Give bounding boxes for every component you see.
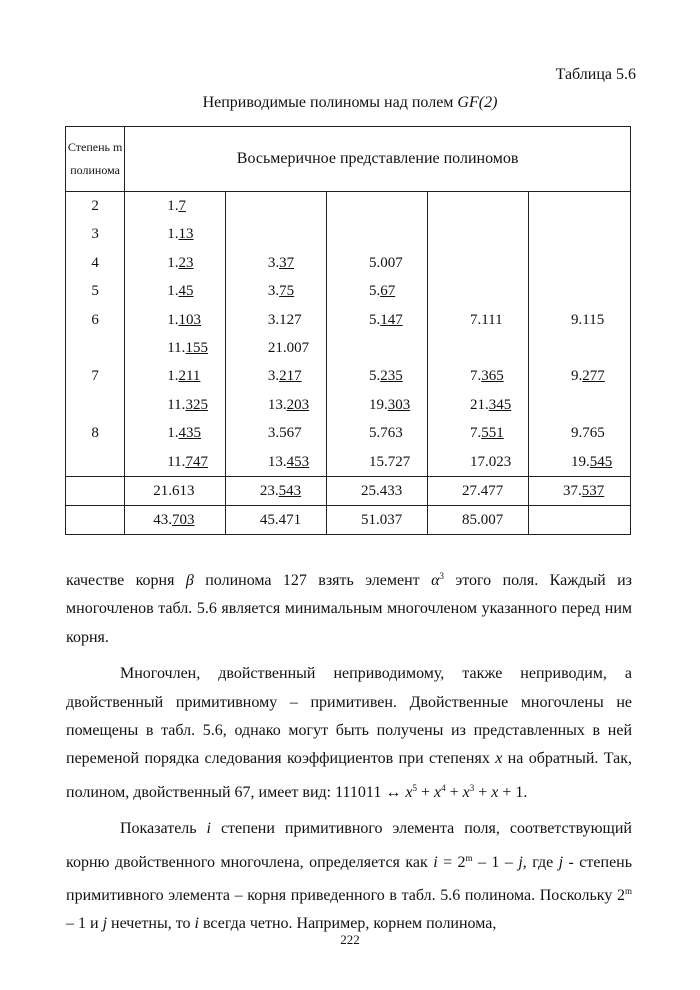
degree-cell: 2 (91, 198, 99, 214)
paragraph-text: 3 (469, 782, 475, 793)
paragraph (66, 660, 632, 807)
degree-cell: 3 (91, 226, 99, 243)
paragraph-text: m (624, 886, 632, 897)
paragraph-text: x (495, 750, 503, 768)
octal-value: 103 (178, 311, 201, 328)
octal-value: 1. (167, 254, 179, 271)
paragraph-text: + (445, 783, 463, 801)
octal-cell (470, 362, 528, 390)
table-body (66, 192, 631, 477)
paragraph-text: качестве корня (66, 572, 186, 589)
octal-cell (268, 192, 326, 220)
degree-cell: 6 (91, 311, 99, 328)
octal-value: 13 (178, 226, 194, 243)
octal-cell (326, 476, 427, 505)
paragraph-text: = 2 (437, 853, 466, 871)
octal-value: 365 (481, 368, 504, 385)
octal-cell (125, 505, 226, 534)
octal-value: 3. (267, 283, 280, 300)
octal-value: 5. (368, 311, 381, 328)
paragraph-text: всегда четно. Например, корнем полинома, (198, 915, 497, 933)
octal-value: 453 (286, 453, 310, 470)
paragraph-text: полинома 127 взять элемент (193, 572, 432, 589)
table-title (0, 94, 700, 112)
octal-column (326, 192, 427, 477)
octal-cell (268, 334, 326, 362)
octal-value: 203 (286, 396, 310, 413)
paragraph-text: - степень примитивного элемента – корня приведенного в табл. 5.6 полинома. Поскольку 2 (66, 853, 633, 905)
octal-column (529, 192, 631, 477)
octal-value: 67 (380, 283, 396, 300)
octal-cell (167, 192, 225, 220)
octal-value: 27.477 (461, 482, 504, 499)
octal-value: 45 (178, 283, 194, 300)
octal-value: 7. (469, 425, 482, 442)
paragraph-text: j (518, 853, 523, 871)
octal-value: 155 (185, 339, 208, 356)
degree-cell (66, 334, 124, 362)
octal-value: 45.471 (259, 511, 302, 528)
table-title-math: GF(2) (457, 94, 498, 111)
octal-value: 5.763 (368, 425, 403, 442)
paragraph-text: 4 (441, 782, 446, 793)
octal-value: 3. (267, 254, 280, 271)
paragraph-text: Показатель (120, 820, 207, 838)
table-row (66, 476, 631, 505)
octal-cell (470, 419, 528, 447)
body-text (66, 562, 632, 939)
octal-cell (369, 362, 427, 390)
octal-cell (571, 306, 630, 334)
octal-cell (571, 362, 630, 390)
octal-value: 37 (279, 254, 295, 271)
octal-cell (470, 306, 528, 334)
octal-value: 17.023 (469, 453, 512, 470)
octal-cell (369, 334, 427, 362)
octal-cell (571, 249, 630, 277)
octal-value: 37. (563, 482, 582, 499)
paragraph-text: – 1 и (66, 915, 103, 933)
octal-cell (571, 220, 630, 248)
octal-value: 11. (167, 339, 186, 356)
octal-cell (268, 391, 326, 419)
degree-column (66, 192, 125, 477)
paragraph-text: j (558, 853, 564, 871)
octal-cell (268, 448, 326, 476)
octal-value: 23 (178, 254, 194, 271)
octal-cell (427, 505, 528, 534)
octal-value: 51.037 (360, 511, 403, 528)
octal-cell (268, 220, 326, 248)
octal-value: 1. (167, 226, 179, 243)
octal-value: 3.567 (267, 425, 302, 442)
paragraph-text: + 1. (498, 783, 528, 801)
paragraph-text: 3 (439, 571, 444, 581)
octal-cell (369, 192, 427, 220)
octal-value: 25.433 (360, 482, 403, 499)
paragraph-text: Многочлен, двойственный неприводимому, также неприводим, а двойственный примитивному – примитивен. Двойственные многочлены не помещены в табл. 5.6, однако могут быть получены из представленных в ней переменой порядка следования коэффициентов при степенях (66, 665, 632, 768)
octal-value: 21. (469, 396, 489, 413)
octal-value: 435 (178, 425, 201, 442)
paragraph-text: m (465, 852, 473, 863)
octal-value: 9.115 (571, 311, 605, 328)
octal-cell (268, 277, 326, 305)
octal-cell (470, 277, 528, 305)
paragraph (66, 815, 632, 939)
octal-value: 7 (178, 198, 186, 214)
paragraph-text: на обратный. Так, полином, двойственный 67, имеет вид: 111011 ↔ (66, 750, 633, 801)
octal-cell (529, 505, 631, 534)
octal-value: 1. (167, 198, 179, 214)
octal-cell (167, 448, 225, 476)
degree-cell: 7 (91, 368, 99, 385)
degree-cell: 4 (91, 254, 99, 271)
paragraph-text: j (102, 915, 108, 933)
paragraph-text: α (431, 572, 440, 589)
octal-value: 551 (481, 425, 504, 442)
header-degree (66, 127, 125, 192)
octal-value: 543 (278, 482, 302, 499)
octal-cell (470, 391, 528, 419)
octal-value: 217 (279, 368, 302, 385)
octal-value: 1. (167, 283, 179, 300)
degree-cell: 8 (91, 425, 99, 442)
paragraph-text: – 1 – (472, 853, 519, 871)
paragraph-text: степени примитивного элемента поля, соответствующий корню двойственного многочлена, определяется как (66, 820, 632, 871)
paragraph-text: + (416, 783, 434, 801)
octal-value: 5.007 (368, 254, 403, 271)
table-row (66, 192, 631, 477)
octal-value: 43. (153, 511, 172, 528)
degree-cell (66, 505, 125, 534)
octal-value: 277 (582, 368, 605, 385)
table-title-text: Неприводимые полиномы над полем (202, 94, 454, 111)
octal-cell (369, 277, 427, 305)
octal-value: 747 (185, 453, 208, 470)
octal-value: 85.007 (461, 511, 504, 528)
octal-cell (571, 448, 630, 476)
octal-value: 21.007 (267, 339, 310, 356)
header-degree-line2: полинома (70, 163, 120, 177)
octal-value: 9.765 (571, 425, 605, 442)
octal-value: 147 (380, 311, 403, 328)
paragraph-text: нечетны, то (107, 915, 195, 933)
octal-cell (369, 220, 427, 248)
octal-value: 235 (380, 368, 403, 385)
octal-value: 5. (368, 283, 381, 300)
octal-cell (571, 391, 630, 419)
octal-value: 9. (571, 368, 583, 385)
octal-cell (470, 220, 528, 248)
octal-cell (225, 505, 326, 534)
paragraph-text: β (185, 572, 194, 589)
octal-cell (125, 476, 226, 505)
degree-cell: 5 (91, 283, 99, 300)
octal-value: 537 (581, 482, 605, 499)
octal-cell (470, 249, 528, 277)
octal-cell (268, 306, 326, 334)
octal-cell (470, 192, 528, 220)
octal-cell (571, 277, 630, 305)
octal-cell (167, 419, 225, 447)
octal-cell (268, 419, 326, 447)
octal-cell (571, 192, 630, 220)
header-octal: Восьмеричное представление полиномов (125, 127, 631, 192)
octal-value: 1. (167, 311, 179, 328)
paragraph-text: i (206, 820, 211, 838)
octal-cell (225, 476, 326, 505)
octal-cell (470, 448, 528, 476)
paragraph-text: x (491, 783, 499, 801)
degree-cell (66, 448, 124, 476)
octal-value: 23. (259, 482, 279, 499)
octal-value: 545 (589, 453, 613, 470)
paragraph-text: x (433, 783, 442, 801)
octal-value: 75 (279, 283, 295, 300)
octal-column (427, 192, 528, 477)
polynomial-table (65, 126, 631, 535)
octal-value: 703 (171, 511, 195, 528)
octal-cell (369, 391, 427, 419)
paragraph-text: x (462, 783, 470, 801)
octal-value: 1. (167, 425, 179, 442)
table-extra-rows (66, 476, 631, 534)
octal-cell (369, 419, 427, 447)
header-degree-line1: Степень m (67, 140, 123, 154)
octal-value: 325 (185, 396, 208, 413)
paragraph-text: x (405, 783, 413, 801)
paragraph-text: этого поля. Каждый из многочленов табл. 5.6 является минимальным многочленом указанного перед ним корня. (66, 572, 633, 646)
octal-value: 21.613 (153, 482, 195, 499)
octal-value: 19. (368, 396, 388, 413)
octal-value: 19. (571, 453, 590, 470)
paragraph (66, 562, 632, 652)
octal-cell (571, 334, 630, 362)
degree-cell (66, 391, 124, 419)
octal-value: 11. (167, 396, 186, 413)
octal-cell (167, 220, 225, 248)
paragraph-text: , где (522, 853, 559, 871)
octal-cell (427, 476, 528, 505)
octal-value: 13. (267, 396, 287, 413)
table-number: Таблица 5.6 (555, 66, 636, 83)
octal-value: 15.727 (368, 453, 411, 470)
paragraph-text: 5 (412, 782, 417, 793)
octal-cell (268, 249, 326, 277)
octal-cell (167, 277, 225, 305)
octal-cell (470, 334, 528, 362)
page-number: 222 (340, 932, 360, 947)
degree-cell (66, 476, 125, 505)
octal-cell (167, 334, 225, 362)
table-row (66, 505, 631, 534)
octal-column (125, 192, 226, 477)
octal-cell (167, 249, 225, 277)
octal-value: 3. (267, 368, 280, 385)
octal-value: 303 (387, 396, 411, 413)
octal-value: 5. (368, 368, 381, 385)
octal-cell (369, 306, 427, 334)
octal-value: 1. (167, 368, 179, 385)
octal-cell (268, 362, 326, 390)
octal-cell (529, 476, 631, 505)
octal-cell (369, 249, 427, 277)
octal-value: 7. (469, 368, 482, 385)
octal-value: 3.127 (267, 311, 302, 328)
paragraph-text: i (194, 915, 199, 933)
octal-cell (167, 391, 225, 419)
octal-value: 7.111 (469, 311, 503, 328)
octal-column (225, 192, 326, 477)
paragraph-text: i (433, 853, 438, 871)
paragraph-text: + (474, 783, 492, 801)
octal-cell (326, 505, 427, 534)
octal-value: 345 (488, 396, 512, 413)
octal-value: 11. (167, 453, 186, 470)
octal-cell (571, 419, 630, 447)
octal-cell (167, 306, 225, 334)
octal-value: 13. (267, 453, 287, 470)
octal-cell (167, 362, 225, 390)
octal-value: 211 (178, 368, 201, 385)
octal-cell (369, 448, 427, 476)
